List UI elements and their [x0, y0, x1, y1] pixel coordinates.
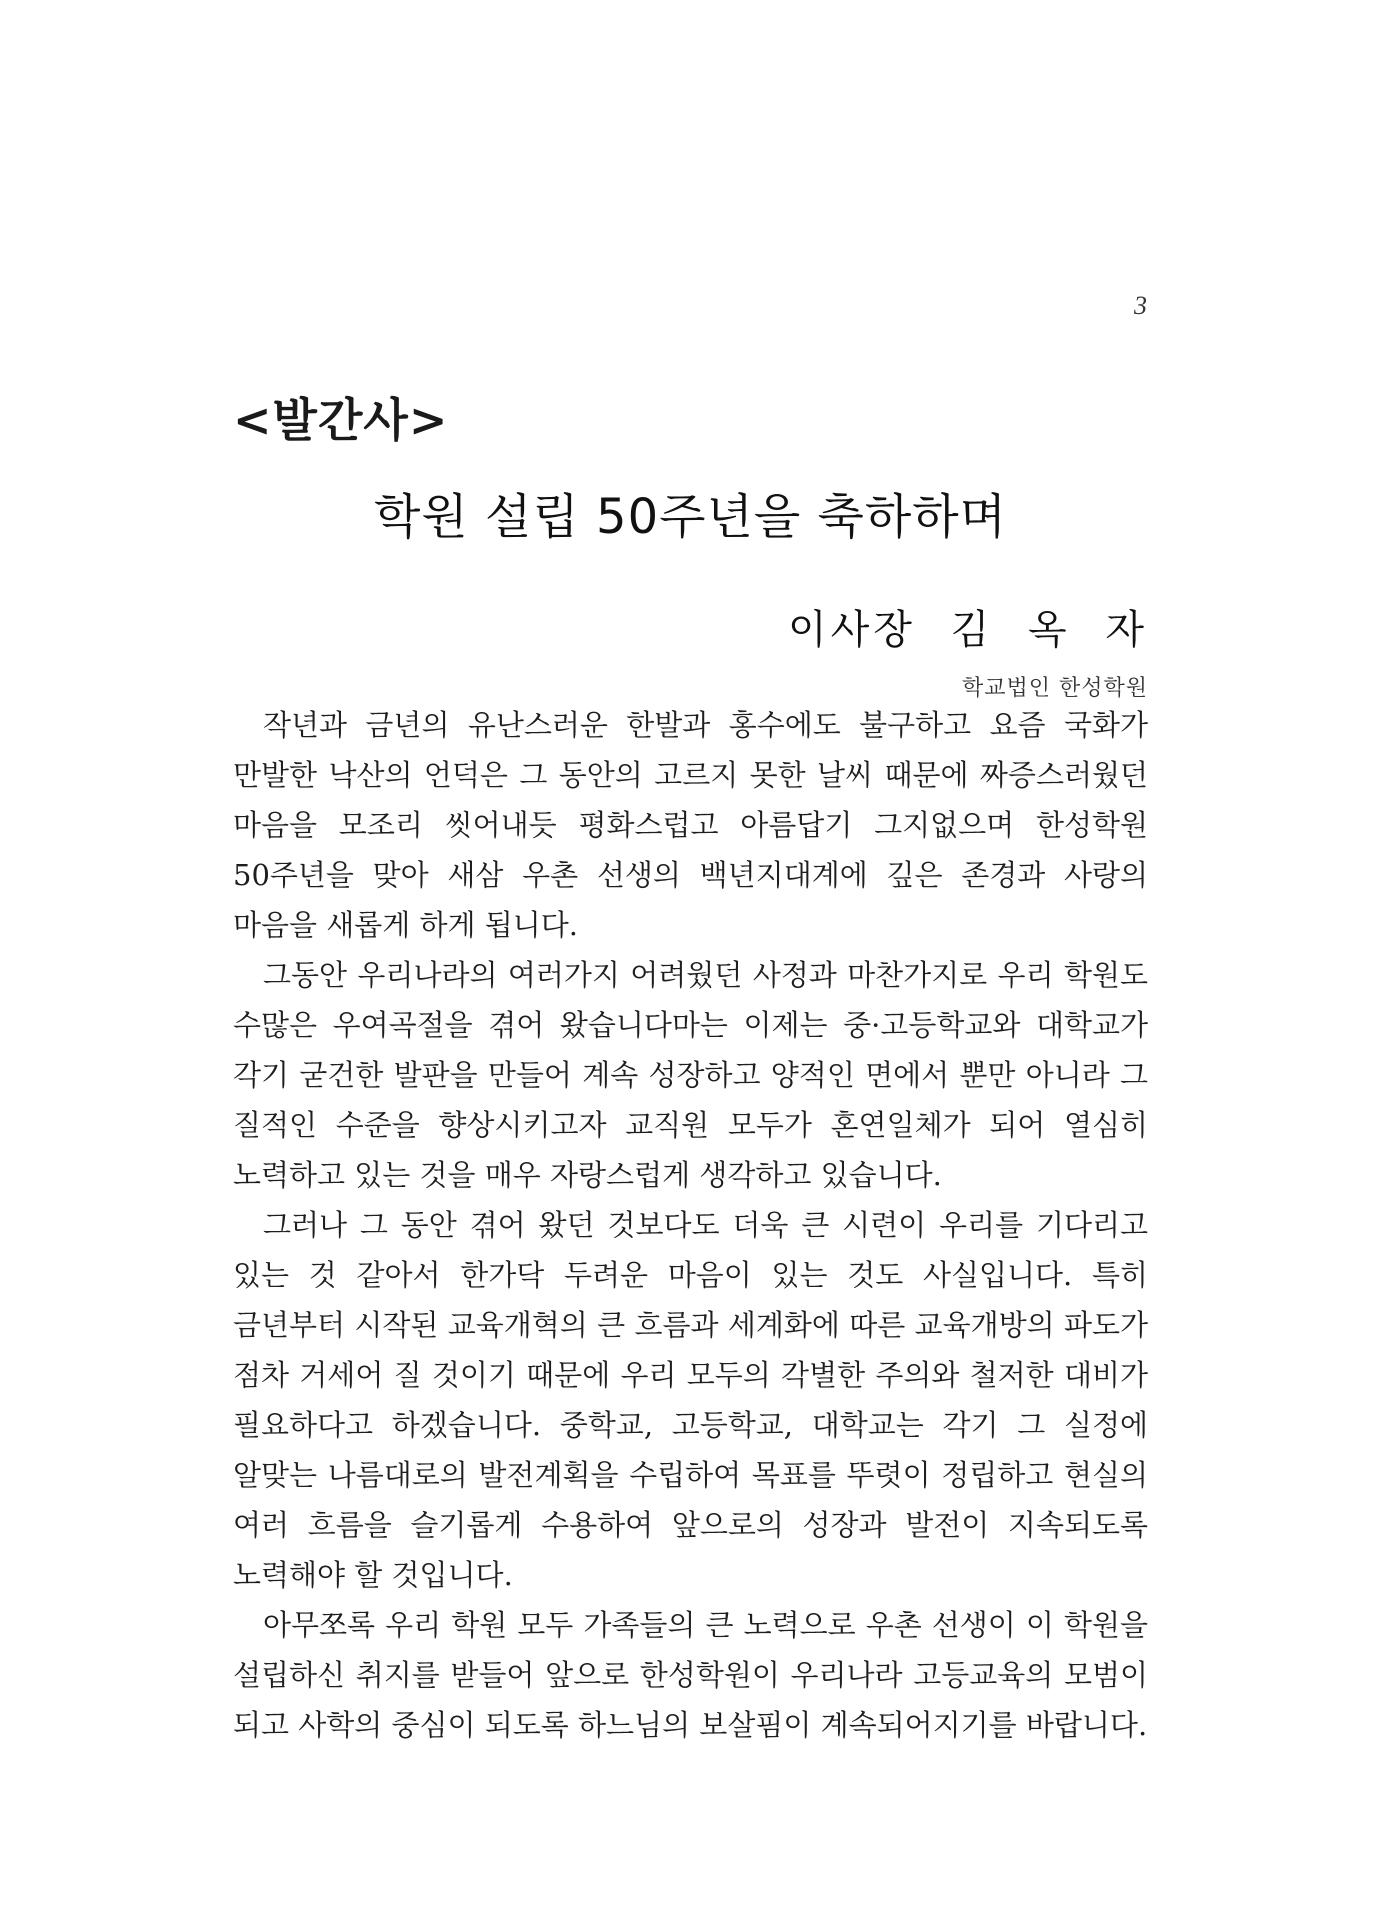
author-name: 이사장 김 옥 자	[788, 607, 1148, 653]
paragraph: 아무쪼록 우리 학원 모두 가족들의 큰 노력으로 우촌 선생이 이 학원을 설립하신 취지를 받들어 앞으로 한성학원이 우리나라 고등교육의 모범이 되고 사학의 중심이 되도록 하느님의 보살핌이 계속되어지기를 바랍니다.	[233, 1608, 1148, 1742]
author-organization: 학교법인 한성학원	[961, 676, 1148, 701]
body-text	[233, 700, 1148, 1750]
paragraph: 그동안 우리나라의 여러가지 어려웠던 사정과 마찬가지로 우리 학원도 수많은 우여곡절을 겪어 왔습니다마는 이제는 중·고등학교와 대학교가 각기 굳건한 발판을 만들어 계속 성장하고 양적인 면에서 뿐만 아니라 그 질적인 수준을 향상시키고자 교직원 모두가 혼연일체가 되어 열심히 노력하고 있는 것을 매우 자랑스럽게 생각하고 있습니다.	[233, 958, 1148, 1192]
section-label: <발간사>	[233, 393, 449, 447]
page-title: 학원 설립 50주년을 축하하며	[374, 489, 1007, 545]
paragraph: 그러나 그 동안 겪어 왔던 것보다도 더욱 큰 시련이 우리를 기다리고 있는 것 같아서 한가닥 두려운 마음이 있는 것도 사실입니다. 특히 금년부터 시작된 교육개혁의 큰 흐름과 세계화에 따른 교육개방의 파도가 점차 거세어 질 것이기 때문에 우리 모두의 각별한 주의와 철저한 대비가 필요하다고 하겠습니다. 중학교, 고등학교, 대학교는 각기 그 실정에 알맞는 나름대로의 발전계획을 수립하여 목표를 뚜렷이 정립하고 현실의 여러 흐름을 슬기롭게 수용하여 앞으로의 성장과 발전이 지속되도록 노력해야 할 것입니다.	[233, 1208, 1148, 1592]
page-number: 3	[1134, 291, 1147, 320]
paragraph: 작년과 금년의 유난스러운 한발과 홍수에도 불구하고 요즘 국화가 만발한 낙산의 언덕은 그 동안의 고르지 못한 날씨 때문에 짜증스러웠던 마음을 모조리 씻어내듯 평화스럽고 아름답기 그지없으며 한성학원 50주년을 맞아 새삼 우촌 선생의 백년지대계에 깊은 존경과 사랑의 마음을 새롭게 하게 됩니다.	[233, 708, 1148, 942]
author-block	[233, 598, 1148, 702]
